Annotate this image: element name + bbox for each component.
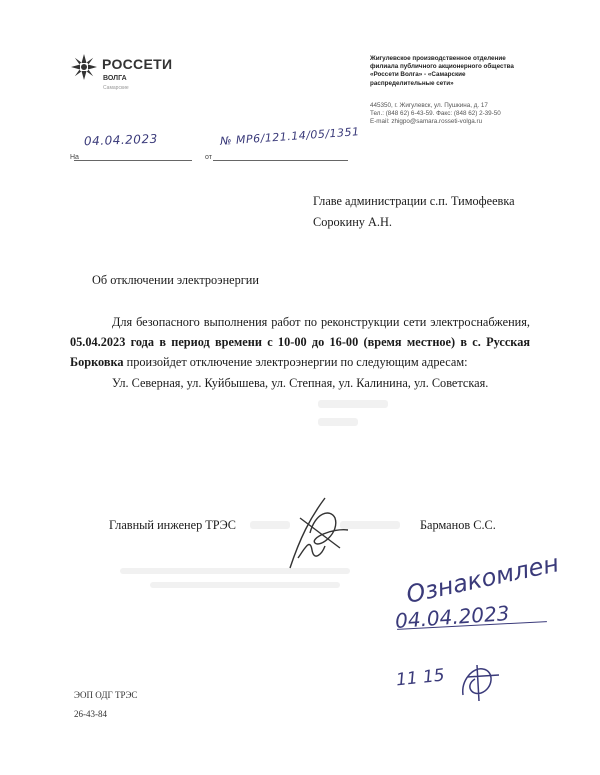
- logo-brand-text: РОССЕТИ: [102, 56, 173, 72]
- company-logo: [70, 51, 190, 97]
- ot-underline: [213, 160, 348, 161]
- body-date-time-place: 05.04.2023 года в период времени с 10-00 до 16-00 (время местное) в с. Русская Борковка: [70, 335, 530, 369]
- body-paragraph: [70, 312, 530, 372]
- ack-word: Ознакомлен: [403, 549, 562, 609]
- executor-phone: 26-43-84: [74, 709, 107, 719]
- scan-smudge: [150, 582, 340, 588]
- handwritten-date: 04.04.2023: [83, 131, 158, 149]
- label-na: На: [70, 154, 79, 161]
- letter-subject: Об отключении электроэнергии: [92, 273, 259, 287]
- logo-sub-text: ВОЛГА: [103, 75, 127, 82]
- org-line: «Россети Волга» - «Самарские: [370, 71, 466, 79]
- org-line: филиала публичного акционерного общества: [370, 63, 514, 71]
- handwritten-number: № МР6/121.14/05/1351: [219, 125, 360, 148]
- executor-info: [74, 686, 137, 724]
- label-ot: от: [205, 154, 212, 161]
- addressee-name: Сорокину А.Н.: [313, 215, 392, 229]
- signature-drawing: [270, 488, 360, 578]
- org-line: распределительные сети»: [370, 79, 454, 87]
- body-intro: Для безопасного выполнения работ по реконструкции сети электроснабжения,: [112, 315, 530, 329]
- org-phone: Тел.: (848 62) 6-43-59. Факс: (848 62) 2-39-50: [370, 110, 501, 118]
- initials-signature: [455, 655, 505, 705]
- document-requisites: [70, 125, 370, 169]
- letter-body: [70, 312, 530, 393]
- addressee-line: Главе администрации с.п. Тимофеевка: [313, 194, 515, 208]
- streets-list: Ул. Северная, ул. Куйбышева, ул. Степная, ул. Калинина, ул. Советская.: [112, 376, 489, 390]
- rosseti-logo-icon: [70, 53, 98, 81]
- organization-details: [370, 55, 560, 126]
- ack-time: 11 15: [395, 665, 446, 691]
- org-email: E-mail: zhigpo@samara.rosseti-volga.ru: [370, 118, 483, 126]
- na-underline: [74, 160, 192, 161]
- org-address: 445350, г. Жигулевск, ул. Пушкина, д. 17: [370, 101, 488, 109]
- acknowledgement-note: [394, 549, 565, 645]
- scan-smudge: [318, 418, 358, 426]
- ack-date: 04.04.2023: [394, 601, 511, 633]
- scan-smudge: [318, 400, 388, 408]
- executor-dept: ЭОП ОДГ ТРЭС: [74, 690, 138, 700]
- body-ending: произойдет отключение электроэнергии по следующим адресам:: [123, 355, 468, 369]
- addressee: [313, 191, 515, 233]
- logo-tag-text: Самарские: [103, 85, 129, 91]
- org-line: Жигулевское производственное отделение: [370, 55, 506, 62]
- signer-name: Барманов С.С.: [420, 518, 496, 532]
- signer-role: Главный инженер ТРЭС: [109, 518, 236, 532]
